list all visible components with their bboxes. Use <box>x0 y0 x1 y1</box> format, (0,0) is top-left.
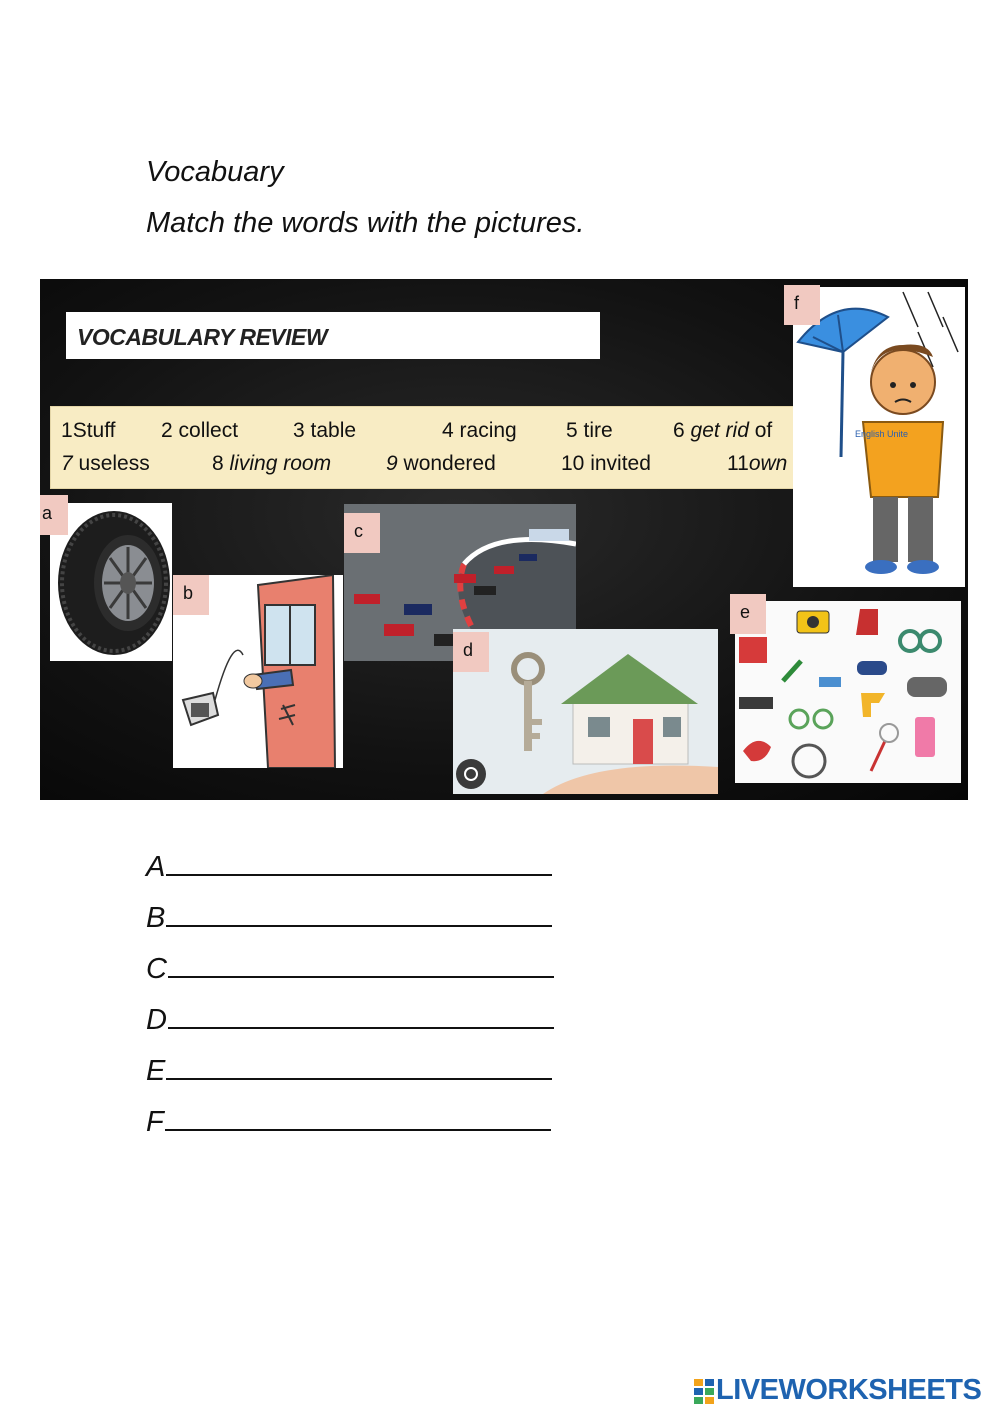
vocabulary-review-banner <box>66 312 600 359</box>
word-9: 9 wondered <box>386 452 496 475</box>
answer-blank-e[interactable] <box>166 1054 552 1080</box>
worksheet-heading: Vocabuary <box>146 156 284 188</box>
word-7: 7 useless <box>61 452 150 475</box>
picture-e-stuff <box>735 601 961 783</box>
answer-blank-f[interactable] <box>165 1105 551 1131</box>
word-3: 3 table <box>293 419 357 442</box>
answer-blank-a[interactable] <box>166 850 552 876</box>
label-e: e <box>730 594 766 634</box>
word-2: 2 collect <box>161 419 239 442</box>
answer-row-f: F <box>146 1105 551 1139</box>
picture-a-tire <box>50 503 172 661</box>
picture-f-umbrella-boy <box>793 287 965 587</box>
answer-blank-c[interactable] <box>168 952 554 978</box>
stuff-collection-icon <box>735 601 961 783</box>
house-key-icon <box>453 629 718 794</box>
umbrella-boy-icon <box>793 287 965 587</box>
liveworksheets-badge-icon <box>694 1379 714 1405</box>
word-10: 10 invited <box>561 452 651 475</box>
liveworksheets-brand: LIVEWORKSHEETS <box>716 1374 982 1406</box>
answer-row-b: B <box>146 901 552 935</box>
answer-row-a: A <box>146 850 552 884</box>
answer-row-e: E <box>146 1054 552 1088</box>
label-c: c <box>344 513 380 553</box>
label-a: a <box>40 495 68 535</box>
answer-row-d: D <box>146 1003 554 1037</box>
vocabulary-review-title: VOCABULARY REVIEW <box>77 324 328 350</box>
word-5: 5 tire <box>566 419 613 442</box>
umbrella-watermark: English Unite <box>855 429 909 439</box>
word-11: 11own <box>727 452 788 475</box>
label-b: b <box>173 575 209 615</box>
answer-row-c: C <box>146 952 554 986</box>
word-bank <box>50 406 822 489</box>
word-8: 8 living room <box>212 452 332 475</box>
vocabulary-board <box>40 279 968 800</box>
word-6: 6 get rid of <box>673 419 773 442</box>
instruction-text: Match the words with the pictures. <box>146 207 585 239</box>
answer-blank-b[interactable] <box>166 901 552 927</box>
answer-blank-d[interactable] <box>168 1003 554 1029</box>
tire-icon <box>50 503 172 661</box>
label-d: d <box>453 632 489 672</box>
word-4: 4 racing <box>442 419 517 442</box>
picture-d-own-home <box>453 629 718 794</box>
word-1: 1Stuff <box>61 419 116 442</box>
label-f: f <box>784 285 820 325</box>
